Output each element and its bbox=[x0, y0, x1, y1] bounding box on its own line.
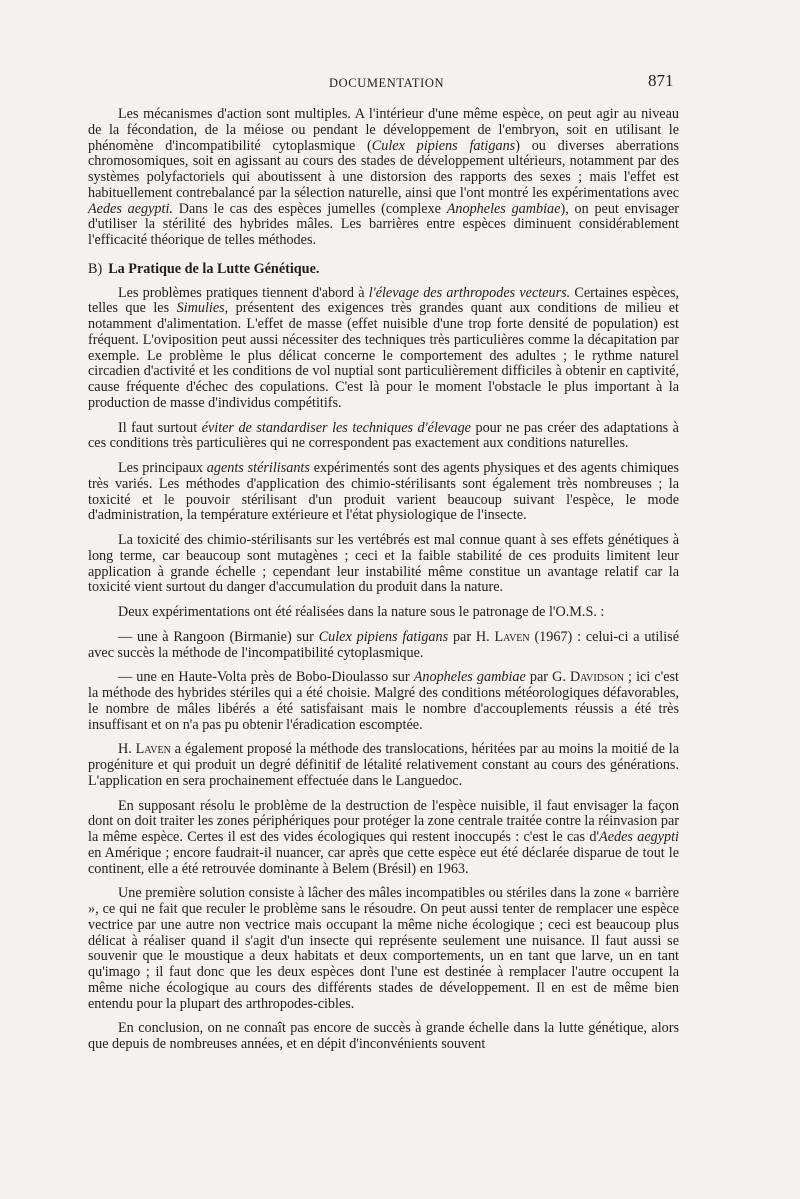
emphasis: éviter de standardiser les techniques d'élevage bbox=[201, 419, 471, 436]
text-run: — une en Haute-Volta près de Bobo-Dioulasso sur bbox=[118, 669, 414, 686]
text-run: En supposant résolu le problème de la destruction de l'espèce nuisible, il faut envisager la façon dont on doit traiter les zones périphériques pour protéger la zone centrale traitée contre la réinvasion par la même espèce. Certes il est des vides écologiques qui restent inoccupés : c'est le cas d' bbox=[88, 797, 679, 845]
text-run: Il faut surtout bbox=[118, 419, 202, 436]
species-name: Culex pipiens fatigans bbox=[371, 137, 516, 154]
paragraph-peripheral-zones bbox=[88, 799, 679, 878]
species-name: Anopheles gambiae bbox=[446, 200, 561, 217]
text-run: présentent des exigences très grandes quant aux conditions de milieu et notamment d'alimentation. L'effet de masse (effet nuisible d'une trop forte densité de population) est fréquent. L'oviposition peut aussi nécessiter des techniques très particulières comme la décapitation par exemple. Le problème le plus délicat concerne le comportement des adultes ; le rythme naturel circadien d'activité et les conditions de vol nuptial sont particulièrement difficiles à obtenir en captivité, cause fréquente d'échec des copulations. C'est là pour le moment l'obstacle le plus important à la production de masse d'individus compétitifs. bbox=[88, 300, 679, 411]
text-run: Les principaux bbox=[118, 460, 207, 476]
text-run: En conclusion, on ne connaît pas encore de succès à grande échelle dans la lutte génétique, alors que depuis de nombreuses années, et en dépit d'inconvénients souvent bbox=[88, 1020, 679, 1052]
paragraph-barrier-zone bbox=[88, 886, 679, 1012]
paragraph-standardisation bbox=[88, 421, 679, 453]
text-run: pour ne pas créer des adaptations à ces conditions très particulières qui ne correspondent pas exactement aux conditions naturelles. bbox=[88, 419, 679, 452]
section-label: B) bbox=[88, 260, 103, 277]
paragraph-rearing bbox=[88, 286, 679, 412]
text-run: par G. bbox=[525, 669, 570, 686]
text-run: Les problèmes pratiques tiennent d'abord à bbox=[118, 284, 369, 301]
emphasis: agents stérilisants bbox=[206, 460, 310, 476]
text-run: ), on peut envisager d'utiliser la stérilité des hybrides mâles. Les barrières entre espèces diminuent considérablement l'efficacité théorique de telles méthodes. bbox=[88, 200, 679, 248]
section-heading bbox=[88, 262, 679, 278]
page-number: 871 bbox=[648, 71, 674, 90]
species-name: Aedes aegypti bbox=[599, 829, 679, 845]
text-run: expérimentés sont des agents physiques et des agents chimiques très variés. Les méthodes d'application des chimio-stérilisants sont également très nombreuses ; la toxicité et le pouvoir stérilisant d'un produit varient beaucoup suivant l'espèce, le mode d'administration, la température extérieure et l'état physiologique de l'insecte. bbox=[88, 460, 680, 524]
text-run: en Amérique ; encore faudrait-il nuancer, car après que cette espèce eut été déclarée disparue de tout le continent, elle a été retrouvée dominante à Belem (Brésil) en 1963. bbox=[88, 844, 679, 877]
page-header bbox=[0, 71, 800, 98]
paragraph-experiments bbox=[88, 605, 679, 621]
text-run: — une à Rangoon (Birmanie) sur bbox=[118, 628, 319, 645]
text-run: (1967) : celui-ci a utilisé avec succès la méthode de l'incompatibilité cytoplasmique. bbox=[88, 628, 679, 661]
running-title: DOCUMENTATION bbox=[329, 76, 445, 90]
author-name: Laven bbox=[135, 741, 171, 758]
author-name: Davidson bbox=[569, 669, 624, 686]
paragraph-mechanisms bbox=[88, 107, 679, 249]
text-run: par H. bbox=[448, 628, 495, 645]
paragraph-haute-volta bbox=[88, 670, 679, 733]
author-name: Laven bbox=[494, 628, 530, 645]
species-name: Aedes aegypti. bbox=[88, 200, 173, 217]
text-run: ; ici c'est la méthode des hybrides stériles qui a été choisie. Malgré des conditions météorologiques défavorables, le nombre de mâles libérés a été satisfaisant mais le nombre d'accouplements réussis a été très insuffisant et on n'a pas pu obtenir l'éradication escomptée. bbox=[88, 669, 679, 733]
species-name: Anopheles gambiae bbox=[413, 669, 526, 686]
text-run: a également proposé la méthode des translocations, héritées par au moins la moitié de la progéniture et qui produit un degré définitif de létalité relativement constant au cours des générations. L'application en sera prochainement effectuée dans le Languedoc. bbox=[88, 741, 679, 789]
emphasis: l'élevage des arthropodes vecteurs. bbox=[368, 284, 571, 301]
text-run: Une première solution consiste à lâcher des mâles incompatibles ou stériles dans la zone « barrière », ce qui ne fait que reculer le problème sans le résoudre. On peut aussi tenter de remplacer une espèce vectrice par une autre non vectrice mais occupant la même niche écologique ; ceci est beaucoup plus délicat à réaliser quand il s'agit d'un insecte qui représente seulement une nuisance. Il faut aussi se souvenir que le moustique a deux habitats et deux comportements, un en tant que larve, un en tant qu'imago ; il faut donc que les deux espèces dont l'une est destinée à remplacer l'autre occupent la même niche écologique au cours des différents stades de développement. Il en est de même bien entendu pour la plupart des arthropodes-cibles. bbox=[88, 885, 679, 1012]
text-run: ) ou diverses aberrations chromosomiques, soit en agissant au cours des stades de développement ultérieurs, notamment par des systèmes polyfactoriels qui aboutissent à une distorsion des rapports des sexes ; mais l'effet est habituellement contrebalancé par la sélection naturelle, ainsi que l'ont montré les expérimentations avec bbox=[88, 137, 679, 201]
section-title: La Pratique de la Lutte Génétique. bbox=[108, 260, 320, 277]
text-run: Dans le cas des espèces jumelles (complexe bbox=[172, 200, 447, 217]
paragraph-sterilising-agents bbox=[88, 461, 679, 524]
species-name: Culex pipiens fatigans bbox=[318, 628, 449, 645]
paragraph-conclusion bbox=[88, 1021, 679, 1053]
paragraph-translocations bbox=[88, 742, 679, 789]
text-run: Les mécanismes d'action sont multiples. A l'intérieur d'une même espèce, on peut agir au niveau de la fécondation, de la méiose ou pendant le développement de l'embryon, soit en utilisant le phénomène d'incompatibilité cytoplasmique ( bbox=[88, 106, 679, 154]
text-run: Certaines espèces, telles que les bbox=[88, 284, 680, 317]
species-name: Simulies, bbox=[176, 300, 229, 317]
text-run: La toxicité des chimio-stérilisants sur les vertébrés est mal connue quant à ses effets génétiques à long terme, car beaucoup sont mutagènes ; ceci et la faible stabilité de ces produits limitent leur application à grande échelle ; cependant leur instabilité même constitue un avantage relatif car la toxicité vient surtout du danger d'accumulation du produit dans la nature. bbox=[88, 532, 679, 596]
body-text bbox=[88, 107, 679, 1062]
paragraph-rangoon bbox=[88, 630, 679, 662]
text-run: Deux expérimentations ont été réalisées dans la nature sous le patronage de l'O.M.S. : bbox=[118, 604, 605, 620]
text-run: H. bbox=[118, 741, 136, 758]
paragraph-toxicity bbox=[88, 533, 679, 596]
